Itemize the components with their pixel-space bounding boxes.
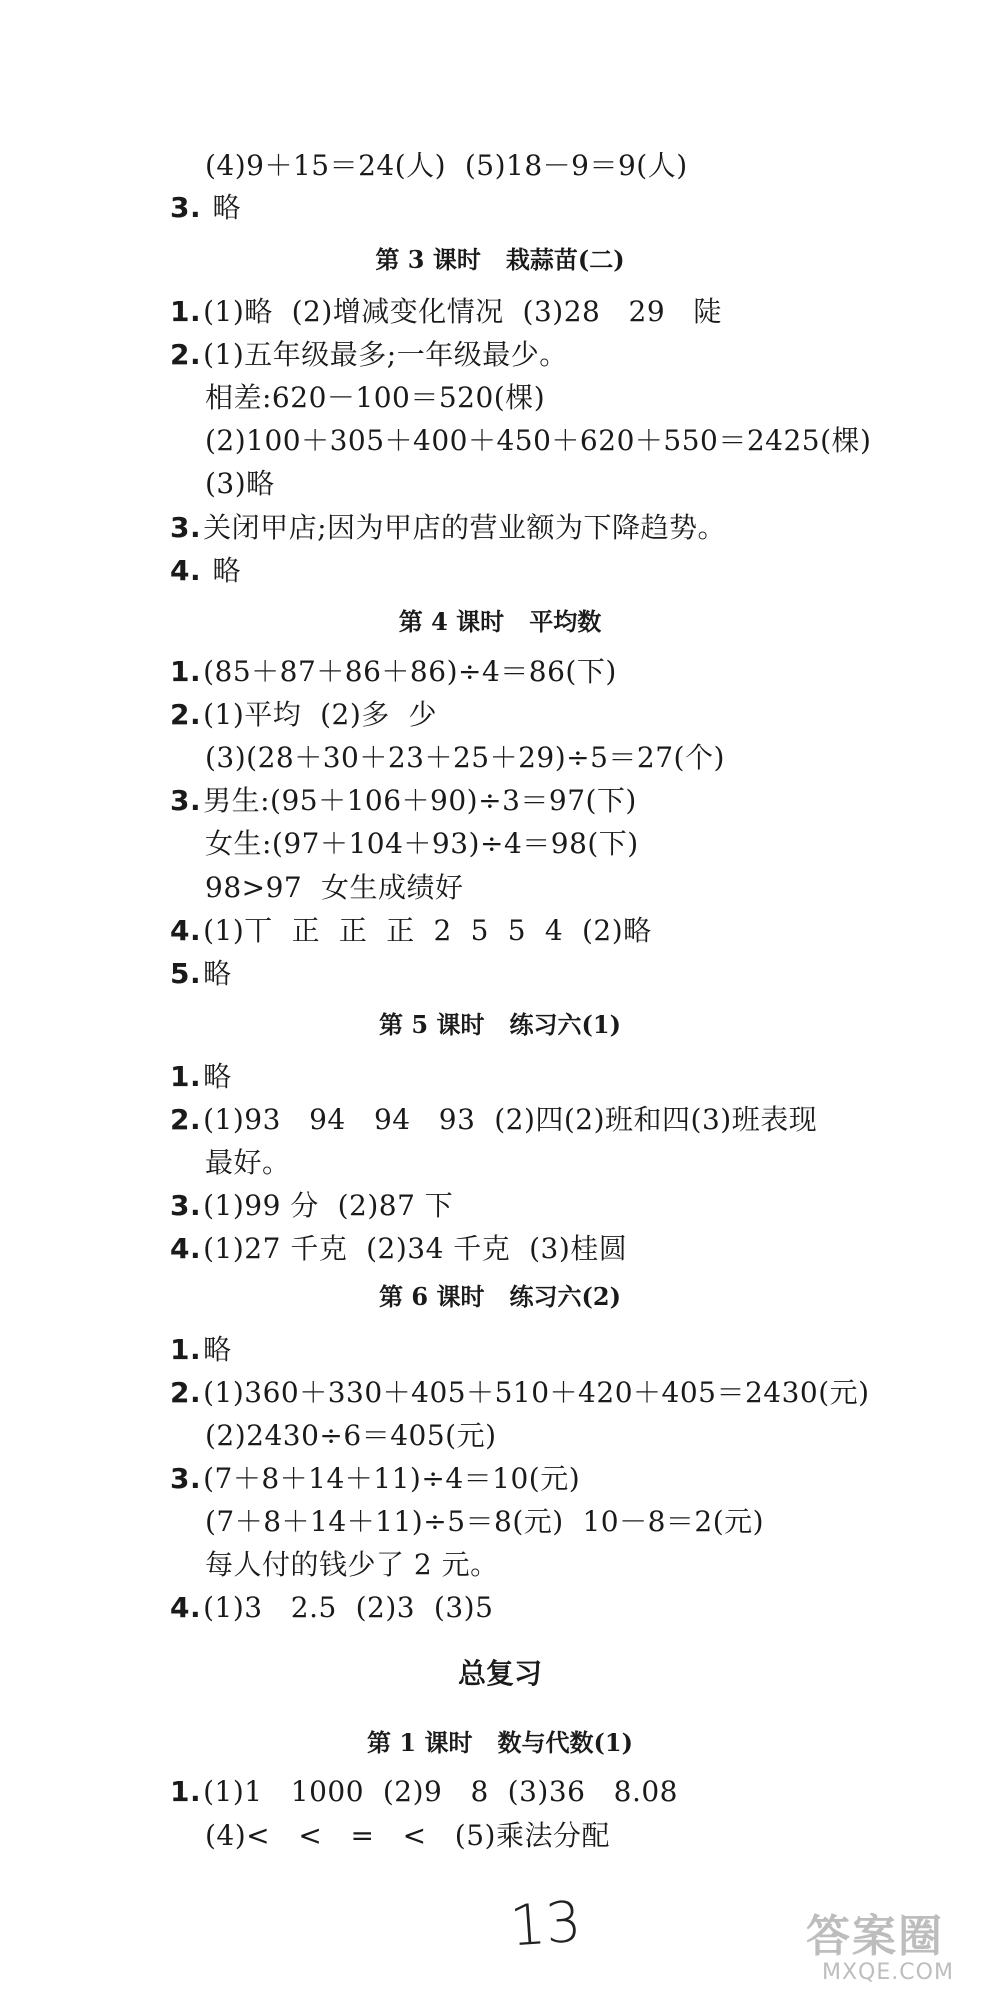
answer-line: 4.(1)3 2.5 (2)3 (3)5: [170, 1591, 494, 1624]
answer-line: 2.(1)360＋330＋405＋510＋420＋405＝2430(元): [170, 1376, 870, 1409]
lesson-heading: 第 1 课时 数与代数(1): [367, 1728, 633, 1757]
answer-line: (7＋8＋14＋11)÷5＝8(元) 10－8＝2(元): [205, 1505, 765, 1538]
answer-line: 1.略: [170, 1333, 232, 1366]
answer-line: 相差:620－100＝520(棵): [205, 381, 546, 414]
lesson-heading: 第 3 课时 栽蒜苗(二): [375, 245, 625, 274]
answer-line: 2.(1)93 94 94 93 (2)四(2)班和四(3)班表现: [170, 1103, 818, 1136]
watermark-text: 答案圈: [806, 1911, 944, 1962]
answer-line: 2.(1)五年级最多;一年级最少。: [170, 338, 568, 371]
answer-line: 4. 略: [170, 554, 242, 587]
answer-line: 3.(1)99 分 (2)87 下: [170, 1189, 454, 1222]
answer-line: 5.略: [170, 957, 232, 990]
watermark-url: MXQE.COM: [822, 1960, 954, 1985]
answer-line: 女生:(97＋104＋93)÷4＝98(下): [205, 827, 639, 860]
answer-line: 最好。: [205, 1146, 291, 1179]
answer-line: 98>97 女生成绩好: [205, 871, 464, 904]
answer-line: (3)(28＋30＋23＋25＋29)÷5＝27(个): [205, 741, 725, 774]
answer-line: (4)9＋15＝24(人) (5)18－9＝9(人): [205, 149, 688, 182]
answer-line: 1.(1)1 1000 (2)9 8 (3)36 8.08: [170, 1775, 678, 1808]
answer-line: 1.略: [170, 1060, 232, 1093]
lesson-heading: 第 6 课时 练习六(2): [379, 1282, 621, 1311]
lesson-heading: 第 5 课时 练习六(1): [379, 1010, 621, 1039]
answer-line: 每人付的钱少了 2 元。: [205, 1548, 499, 1581]
answer-line: 1.(1)略 (2)增减变化情况 (3)28 29 陡: [170, 295, 722, 328]
lesson-heading: 第 4 课时 平均数: [398, 607, 602, 636]
answer-line: 3.关闭甲店;因为甲店的营业额为下降趋势。: [170, 511, 727, 544]
section-title: 总复习: [457, 1657, 542, 1690]
answer-line: 4.(1)27 千克 (2)34 千克 (3)桂圆: [170, 1232, 628, 1265]
answer-line: (2)100＋305＋400＋450＋620＋550＝2425(棵): [205, 424, 872, 457]
answer-line: (3)略: [205, 467, 275, 500]
answer-line: 3. 略: [170, 191, 242, 224]
answer-line: 4.(1)丅 正 正 正 2 5 5 4 (2)略: [170, 914, 652, 947]
answer-line: (4)< < = < (5)乘法分配: [205, 1819, 610, 1852]
answer-line: 3.(7＋8＋14＋11)÷4＝10(元): [170, 1462, 581, 1495]
answer-line: 1.(85＋87＋86＋86)÷4＝86(下): [170, 655, 617, 688]
watermark-logo: [800, 1900, 990, 1990]
answer-line: 3.男生:(95＋106＋90)÷3＝97(下): [170, 784, 637, 817]
answer-line: (2)2430÷6＝405(元): [205, 1419, 497, 1452]
answer-line: 2.(1)平均 (2)多 少: [170, 698, 438, 731]
page-number: 13: [507, 1889, 584, 1960]
